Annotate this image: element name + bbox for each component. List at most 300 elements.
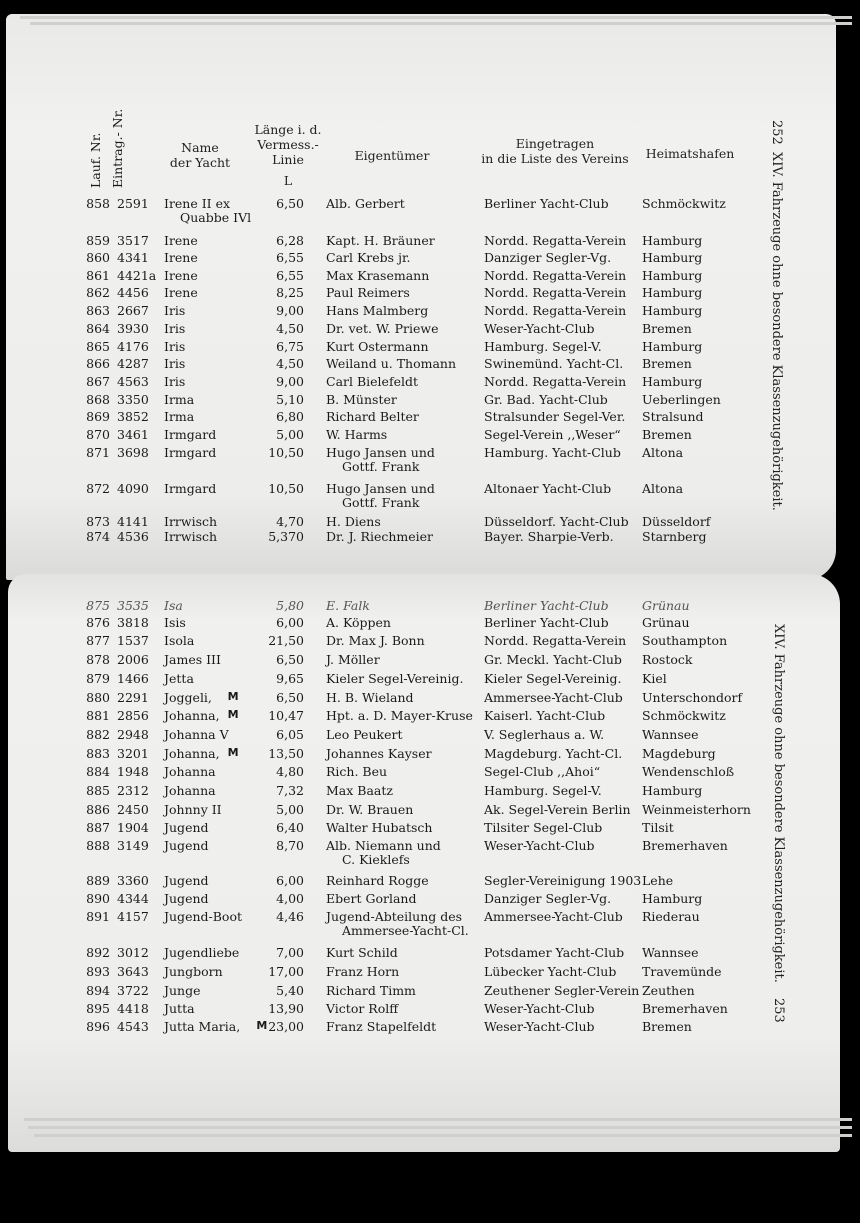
table-row (0, 838, 860, 867)
table-row (0, 392, 860, 410)
yacht-name-cell: Jetta (164, 671, 194, 686)
eintrag-nr-cell: 2006 (117, 652, 149, 667)
owner-cont: C. Kieklefs (342, 852, 410, 867)
home-port-cell: Tilsit (642, 820, 674, 835)
length-cell: 6,55 (276, 250, 304, 265)
eintrag-nr-cell: 2291 (117, 690, 149, 705)
yacht-name-cont: Quabbe IVl (180, 210, 252, 225)
length-cell: 4,00 (276, 891, 304, 906)
club-cell: Kieler Segel-Vereinig. (484, 671, 622, 686)
eintrag-nr-cell: 4157 (117, 909, 149, 924)
yacht-name-cell: Johanna, (164, 746, 220, 761)
table-row (0, 873, 860, 891)
header-eigentuemer: Eigentümer (354, 148, 430, 163)
table-row (0, 652, 860, 670)
lauf-nr-cell: 863 (86, 303, 110, 318)
eintrag-nr-cell: 3930 (117, 321, 149, 336)
eintrag-nr-cell: 2312 (117, 783, 149, 798)
length-cell: 5,40 (276, 983, 304, 998)
owner-cell: Reinhard Rogge (326, 873, 429, 888)
yacht-name-cell: Johanna, (164, 708, 220, 723)
owner-cell: Dr. W. Brauen (326, 802, 414, 817)
club-cell: Zeuthener Segler-Verein (484, 983, 640, 998)
home-port-cell: Hamburg (642, 268, 703, 283)
home-port-cell: Hamburg (642, 891, 703, 906)
length-cell: 8,70 (276, 838, 304, 853)
length-cell: 5,370 (268, 529, 304, 544)
lauf-nr-cell: 894 (86, 983, 110, 998)
yacht-name-cell: Jugend (164, 891, 209, 906)
home-port-cell: Hamburg (642, 285, 703, 300)
lauf-nr-cell: 870 (86, 427, 110, 442)
yacht-name-cell: Irene (164, 268, 198, 283)
lauf-nr-cell: 869 (86, 409, 110, 424)
home-port-cell: Bremen (642, 1019, 692, 1034)
lauf-nr-cell: 858 (86, 196, 110, 211)
club-cell: Kaiserl. Yacht-Club (484, 708, 606, 723)
yacht-name-cell: Jugend-Boot (164, 909, 242, 924)
table-row (0, 233, 860, 251)
owner-cell: H. B. Wieland (326, 690, 414, 705)
eintrag-nr-cell: 2450 (117, 802, 149, 817)
owner-cell: Carl Krebs jr. (326, 250, 411, 265)
eintrag-nr-cell: 4543 (117, 1019, 149, 1034)
club-cell: Segel-Verein ,,Weser“ (484, 427, 621, 442)
home-port-cell: Hamburg (642, 374, 703, 389)
table-row (0, 1019, 860, 1037)
home-port-cell: Ueberlingen (642, 392, 721, 407)
lauf-nr-cell: 865 (86, 339, 110, 354)
home-port-cell: Wendenschloß (642, 764, 735, 779)
length-cell: 6,00 (276, 615, 304, 630)
yacht-name-cell: Irene (164, 285, 198, 300)
yacht-name-cell: Iris (164, 374, 186, 389)
home-port-cell: Bremen (642, 427, 692, 442)
eintrag-nr-cell: 3535 (117, 598, 149, 613)
owner-cell: Dr. J. Riechmeier (326, 529, 434, 544)
owner-cell: Richard Timm (326, 983, 416, 998)
yacht-name-cell: Jungborn (164, 964, 223, 979)
home-port-cell: Schmöckwitz (642, 708, 726, 723)
club-cell: Gr. Meckl. Yacht-Club (484, 652, 622, 667)
table-row (0, 1001, 860, 1019)
table-row (0, 802, 860, 820)
club-cell: Nordd. Regatta-Verein (484, 633, 627, 648)
length-cell: 4,50 (276, 321, 304, 336)
owner-cell: Johannes Kayser (326, 746, 432, 761)
length-cell: 6,50 (276, 196, 304, 211)
club-cell: Hamburg. Segel-V. (484, 783, 602, 798)
table-row (0, 481, 860, 510)
yacht-name-cell: Jugend (164, 873, 209, 888)
eintrag-nr-cell: 1466 (117, 671, 149, 686)
club-cell: Düsseldorf. Yacht-Club (484, 514, 629, 529)
home-port-cell: Rostock (642, 652, 693, 667)
length-cell: 10,50 (268, 445, 304, 460)
lauf-nr-cell: 859 (86, 233, 110, 248)
club-cell: Weser-Yacht-Club (484, 1019, 595, 1034)
yacht-name-cell: Irma (164, 409, 195, 424)
header-eingetragen: Eingetragen in die Liste des Vereins (481, 136, 629, 166)
eintrag-nr-cell: 2591 (117, 196, 149, 211)
lauf-nr-cell: 862 (86, 285, 110, 300)
length-cell: 6,50 (276, 690, 304, 705)
owner-cell: Weiland u. Thomann (326, 356, 457, 371)
club-cell: Berliner Yacht-Club (484, 196, 609, 211)
yacht-name-cell: Isola (164, 633, 195, 648)
eintrag-nr-cell: 3517 (117, 233, 149, 248)
header-laenge: Länge i. d. Vermess.- Linie L (254, 122, 322, 188)
lauf-nr-cell: 867 (86, 374, 110, 389)
table-row (0, 339, 860, 357)
page-edge (34, 1134, 852, 1137)
yacht-name-cell: Johnny II (164, 802, 222, 817)
lauf-nr-cell: 880 (86, 690, 110, 705)
length-cell: 7,00 (276, 945, 304, 960)
club-cell: Hamburg. Yacht-Club (484, 445, 621, 460)
table-row (0, 268, 860, 286)
club-cell: Bayer. Sharpie-Verb. (484, 529, 614, 544)
yacht-name-cell: Irene II ex (164, 196, 231, 211)
eintrag-nr-cell: 4341 (117, 250, 149, 265)
yacht-name-cell: Johanna (164, 783, 216, 798)
eintrag-nr-cell: 3360 (117, 873, 149, 888)
lauf-nr-cell: 881 (86, 708, 110, 723)
eintrag-nr-cell: 3149 (117, 838, 149, 853)
eintrag-nr-cell: 3643 (117, 964, 149, 979)
owner-cell: Richard Belter (326, 409, 419, 424)
yacht-name-cell: Irmgard (164, 427, 217, 442)
motor-mark: M (227, 746, 239, 759)
club-cell: Swinemünd. Yacht-Cl. (484, 356, 624, 371)
yacht-name-cell: Irrwisch (164, 529, 218, 544)
eintrag-nr-cell: 3201 (117, 746, 149, 761)
owner-cell: Ebert Gorland (326, 891, 417, 906)
eintrag-nr-cell: 2856 (117, 708, 149, 723)
home-port-cell: Wannsee (642, 945, 699, 960)
lauf-nr-cell: 890 (86, 891, 110, 906)
lauf-nr-cell: 884 (86, 764, 110, 779)
header-heimatshafen: Heimatshafen (645, 146, 735, 161)
yacht-name-cell: Johanna (164, 764, 216, 779)
header-eintrag-nr: Eintrag.- Nr. (110, 108, 125, 188)
length-cell: 17,00 (268, 964, 304, 979)
owner-cell: Paul Reimers (326, 285, 410, 300)
owner-cell: A. Köppen (326, 615, 391, 630)
table-row (0, 409, 860, 427)
table-row (0, 783, 860, 801)
home-port-cell: Bremen (642, 321, 692, 336)
eintrag-nr-cell: 3852 (117, 409, 149, 424)
lauf-nr-cell: 883 (86, 746, 110, 761)
club-cell: Nordd. Regatta-Verein (484, 374, 627, 389)
eintrag-nr-cell: 4141 (117, 514, 149, 529)
owner-cell: Dr. Max J. Bonn (326, 633, 425, 648)
owner-cell: Kieler Segel-Vereinig. (326, 671, 464, 686)
table-row (0, 250, 860, 268)
lauf-nr-cell: 887 (86, 820, 110, 835)
owner-cell: Rich. Beu (326, 764, 388, 779)
owner-cell: Max Krasemann (326, 268, 430, 283)
owner-cell: Hans Malmberg (326, 303, 429, 318)
lauf-nr-cell: 893 (86, 964, 110, 979)
owner-cell: Walter Hubatsch (326, 820, 433, 835)
club-cell: Segler-Vereinigung 1903 (484, 873, 642, 888)
club-cell: Stralsunder Segel-Ver. (484, 409, 626, 424)
owner-cell: Alb. Niemann und (326, 838, 441, 853)
home-port-cell: Wannsee (642, 727, 699, 742)
lauf-nr-cell: 888 (86, 838, 110, 853)
club-cell: Nordd. Regatta-Verein (484, 233, 627, 248)
owner-cell: B. Münster (326, 392, 397, 407)
home-port-cell: Altona (642, 481, 684, 496)
table-row (0, 427, 860, 445)
length-cell: 7,32 (276, 783, 304, 798)
table-row (0, 303, 860, 321)
length-cell: 4,80 (276, 764, 304, 779)
length-cell: 21,50 (268, 633, 304, 648)
yacht-name-cell: Junge (164, 983, 201, 998)
club-cell: Nordd. Regatta-Verein (484, 268, 627, 283)
table-row (0, 746, 860, 764)
club-cell: V. Seglerhaus a. W. (484, 727, 605, 742)
eintrag-nr-cell: 3012 (117, 945, 149, 960)
club-cell: Danziger Segler-Vg. (484, 891, 612, 906)
home-port-cell: Zeuthen (642, 983, 695, 998)
yacht-name-cell: Jugendliebe (164, 945, 240, 960)
yacht-name-cell: Johanna V (164, 727, 229, 742)
table-row (0, 285, 860, 303)
home-port-cell: Southampton (642, 633, 728, 648)
yacht-name-cell: Irrwisch (164, 514, 218, 529)
page-number-bottom: 253 (771, 998, 786, 1023)
lauf-nr-cell: 860 (86, 250, 110, 265)
length-cell: 6,00 (276, 873, 304, 888)
owner-cell: E. Falk (326, 598, 370, 613)
table-row (0, 945, 860, 963)
eintrag-nr-cell: 4176 (117, 339, 149, 354)
owner-cell: Kapt. H. Bräuner (326, 233, 435, 248)
yacht-name-cell: Irene (164, 233, 198, 248)
owner-cell: W. Harms (326, 427, 388, 442)
lauf-nr-cell: 892 (86, 945, 110, 960)
lauf-nr-cell: 873 (86, 514, 110, 529)
lauf-nr-cell: 879 (86, 671, 110, 686)
eintrag-nr-cell: 3350 (117, 392, 149, 407)
table-row (0, 964, 860, 982)
owner-cell: Victor Rolff (326, 1001, 399, 1016)
yacht-name-cell: Jugend (164, 838, 209, 853)
owner-cell: Jugend-Abteilung des (326, 909, 463, 924)
header-name: Name der Yacht (169, 140, 231, 170)
owner-cell: Carl Bielefeldt (326, 374, 418, 389)
eintrag-nr-cell: 3461 (117, 427, 149, 442)
table-row (0, 196, 860, 225)
club-cell: Berliner Yacht-Club (484, 598, 609, 613)
lauf-nr-cell: 889 (86, 873, 110, 888)
eintrag-nr-cell: 4536 (117, 529, 149, 544)
table-row (0, 529, 860, 547)
yacht-name-cell: Irmgard (164, 445, 217, 460)
owner-cell: Hpt. a. D. Mayer-Kruse (326, 708, 473, 723)
eintrag-nr-cell: 1948 (117, 764, 149, 779)
club-cell: Magdeburg. Yacht-Cl. (484, 746, 623, 761)
yacht-name-cell: Jutta (164, 1001, 195, 1016)
length-cell: 6,55 (276, 268, 304, 283)
lauf-nr-cell: 864 (86, 321, 110, 336)
home-port-cell: Magdeburg (642, 746, 716, 761)
home-port-cell: Bremen (642, 356, 692, 371)
home-port-cell: Hamburg (642, 233, 703, 248)
home-port-cell: Grünau (642, 598, 690, 613)
club-cell: Altonaer Yacht-Club (484, 481, 612, 496)
eintrag-nr-cell: 2667 (117, 303, 149, 318)
length-cell: 9,65 (276, 671, 304, 686)
owner-cell: Hugo Jansen und (326, 445, 435, 460)
length-cell: 10,50 (268, 481, 304, 496)
home-port-cell: Weinmeisterhorn (642, 802, 751, 817)
club-cell: Gr. Bad. Yacht-Club (484, 392, 608, 407)
home-port-cell: Hamburg (642, 783, 703, 798)
eintrag-nr-cell: 3698 (117, 445, 149, 460)
lauf-nr-cell: 896 (86, 1019, 110, 1034)
yacht-name-cell: Isa (164, 598, 183, 613)
length-cell: 6,80 (276, 409, 304, 424)
eintrag-nr-cell: 2948 (117, 727, 149, 742)
table-row (0, 356, 860, 374)
page-edge (28, 1126, 852, 1129)
eintrag-nr-cell: 1904 (117, 820, 149, 835)
home-port-cell: Bremerhaven (642, 1001, 728, 1016)
home-port-cell: Hamburg (642, 339, 703, 354)
home-port-cell: Unterschondorf (642, 690, 743, 705)
table-row (0, 909, 860, 938)
eintrag-nr-cell: 4344 (117, 891, 149, 906)
lauf-nr-cell: 876 (86, 615, 110, 630)
club-cell: Lübecker Yacht-Club (484, 964, 617, 979)
yacht-name-cell: Irene (164, 250, 198, 265)
eintrag-nr-cell: 3818 (117, 615, 149, 630)
yacht-name-cell: James III (164, 652, 221, 667)
club-cell: Nordd. Regatta-Verein (484, 303, 627, 318)
home-port-cell: Grünau (642, 615, 690, 630)
motor-mark: M (227, 708, 239, 721)
table-row (0, 764, 860, 782)
owner-cell: Leo Peukert (326, 727, 403, 742)
eintrag-nr-cell: 4418 (117, 1001, 149, 1016)
side-title-top: XIV. Fahrzeuge ohne besondere Klassenzugehörigkeit. (769, 152, 784, 511)
club-cell: Ak. Segel-Verein Berlin (484, 802, 631, 817)
length-cell: 6,75 (276, 339, 304, 354)
home-port-cell: Düsseldorf (642, 514, 711, 529)
club-cell: Potsdamer Yacht-Club (484, 945, 625, 960)
yacht-name-cell: Iris (164, 339, 186, 354)
yacht-name-cell: Iris (164, 356, 186, 371)
table-row (0, 445, 860, 474)
home-port-cell: Stralsund (642, 409, 704, 424)
club-cell: Segel-Club ,,Ahoi“ (484, 764, 601, 779)
length-cell: 6,40 (276, 820, 304, 835)
home-port-cell: Bremerhaven (642, 838, 728, 853)
length-cell: 5,00 (276, 427, 304, 442)
lauf-nr-cell: 882 (86, 727, 110, 742)
club-cell: Berliner Yacht-Club (484, 615, 609, 630)
lauf-nr-cell: 861 (86, 268, 110, 283)
table-row (0, 820, 860, 838)
club-cell: Weser-Yacht-Club (484, 838, 595, 853)
club-cell: Tilsiter Segel-Club (484, 820, 603, 835)
length-cell: 23,00 (268, 1019, 304, 1034)
club-cell: Hamburg. Segel-V. (484, 339, 602, 354)
table-row (0, 633, 860, 651)
club-cell: Danziger Segler-Vg. (484, 250, 612, 265)
length-cell: 5,00 (276, 802, 304, 817)
owner-cont: Ammersee-Yacht-Cl. (342, 923, 469, 938)
yacht-name-cell: Irmgard (164, 481, 217, 496)
yacht-name-cell: Isis (164, 615, 186, 630)
eintrag-nr-cell: 4456 (117, 285, 149, 300)
length-cell: 9,00 (276, 374, 304, 389)
length-cell: 4,50 (276, 356, 304, 371)
length-cell: 6,05 (276, 727, 304, 742)
yacht-name-cell: Irma (164, 392, 195, 407)
table-row (0, 321, 860, 339)
yacht-name-cell: Jugend (164, 820, 209, 835)
yacht-name-cell: Joggeli, (164, 690, 212, 705)
eintrag-nr-cell: 4421a (117, 268, 157, 283)
owner-cell: Max Baatz (326, 783, 393, 798)
owner-cont: Gottf. Frank (342, 459, 420, 474)
eintrag-nr-cell: 1537 (117, 633, 149, 648)
owner-cell: Franz Horn (326, 964, 400, 979)
table-row (0, 598, 860, 616)
page-edge (24, 1118, 852, 1121)
owner-cell: J. Möller (326, 652, 380, 667)
yacht-name-cell: Iris (164, 303, 186, 318)
home-port-cell: Kiel (642, 671, 667, 686)
length-cell: 9,00 (276, 303, 304, 318)
table-row (0, 374, 860, 392)
club-cell: Nordd. Regatta-Verein (484, 285, 627, 300)
club-cell: Ammersee-Yacht-Club (484, 690, 623, 705)
length-cell: 4,70 (276, 514, 304, 529)
page-edge (20, 16, 852, 19)
lauf-nr-cell: 886 (86, 802, 110, 817)
motor-mark: M (227, 690, 239, 703)
eintrag-nr-cell: 4287 (117, 356, 149, 371)
header-lauf-nr: Lauf. Nr. (88, 132, 103, 188)
length-cell: 8,25 (276, 285, 304, 300)
table-row (0, 727, 860, 745)
home-port-cell: Schmöckwitz (642, 196, 726, 211)
lauf-nr-cell: 872 (86, 481, 110, 496)
home-port-cell: Hamburg (642, 303, 703, 318)
lauf-nr-cell: 875 (86, 598, 110, 613)
home-port-cell: Altona (642, 445, 684, 460)
table-row (0, 891, 860, 909)
eintrag-nr-cell: 4090 (117, 481, 149, 496)
length-cell: 6,28 (276, 233, 304, 248)
lauf-nr-cell: 878 (86, 652, 110, 667)
table-row (0, 983, 860, 1001)
page-edge (30, 22, 852, 25)
yacht-name-cell: Jutta Maria, (164, 1019, 241, 1034)
owner-cont: Gottf. Frank (342, 495, 420, 510)
owner-cell: H. Diens (326, 514, 381, 529)
owner-cell: Kurt Schild (326, 945, 398, 960)
home-port-cell: Lehe (642, 873, 674, 888)
home-port-cell: Hamburg (642, 250, 703, 265)
